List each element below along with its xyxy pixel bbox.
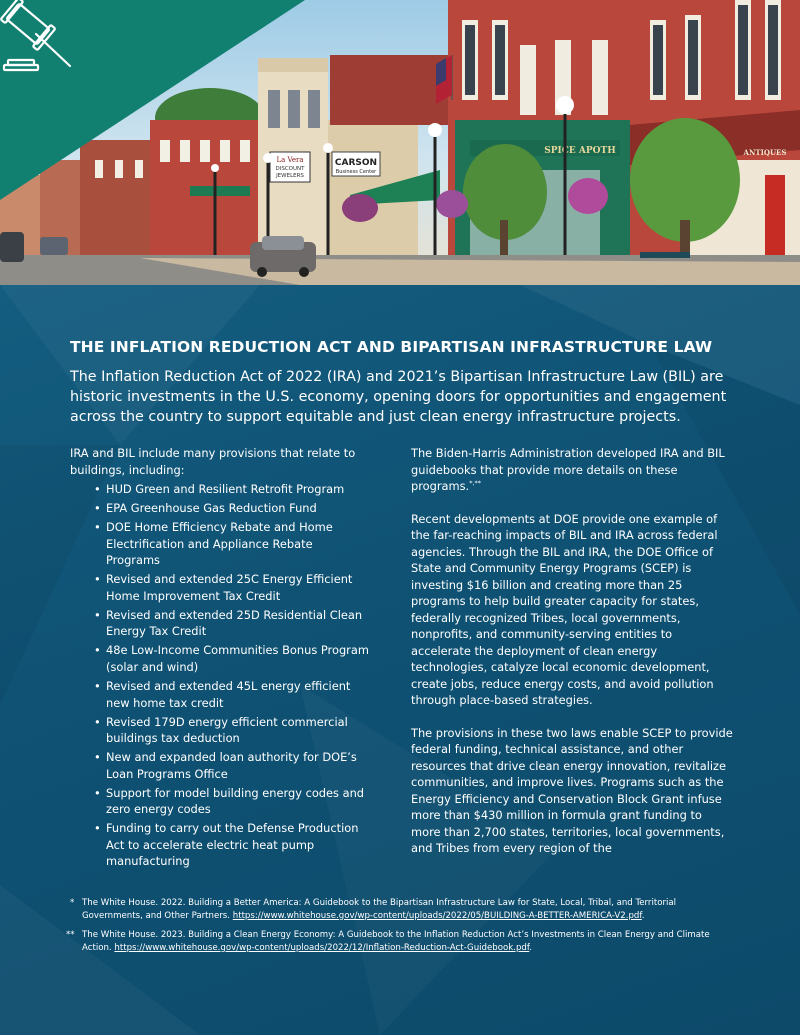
antiques-sign: ANTIQUES <box>743 148 787 157</box>
footnote-text: The White House. 2023. Building a Clean Energy Economy: A Guidebook to the Inflation Reduction Act’s Investments in Clean Energy and Climate Action. <box>82 930 710 953</box>
hero-photo <box>0 0 800 285</box>
list-item: • Support for model building energy codes and zero energy codes <box>94 785 370 818</box>
footnote <box>66 929 738 954</box>
scep-paragraph: The provisions in these two laws enable SCEP to provide federal funding, technical assistance, and other resources that drive clean energy innovation, revitalize communities, and improve lives. Programs such as the Energy Efficiency and Conservation Block Grant infuse more than $430 million in formula grant funding to more than 2,700 states, territories, local governments, and Tribes from every region of the <box>411 725 733 855</box>
jewelers-sign-line2: DISCOUNT <box>275 166 305 172</box>
guidebooks-text: The Biden-Harris Administration developed IRA and BIL guidebooks that provide more details on these programs. <box>411 446 725 493</box>
provisions-list <box>70 481 370 870</box>
footnote-mark: * <box>70 898 75 908</box>
footnote-end: . <box>529 942 532 953</box>
left-column <box>70 445 370 873</box>
list-item: • Revised and extended 45L energy efficient new home tax credit <box>94 678 370 711</box>
doe-paragraph: Recent developments at DOE provide one example of the far-reaching impacts of BIL and IRA across federal agencies. Through the BIL and IRA, the DOE Office of State and Community Energy Programs (SCEP) is investing $16 billion and creating more than 25 programs to help build greater capacity for states, federally recognized Tribes, local governments, nonprofits, and community-serving entities to accelerate the deployment of clean energy technologies, catalyze local economic development, create jobs, reduce energy costs, and avoid pollution through place-based strategies. <box>411 511 718 707</box>
section-heading: THE INFLATION REDUCTION ACT AND BIPARTISAN INFRASTRUCTURE LAW <box>70 338 713 356</box>
jewelers-sign-line1: La Vera <box>276 156 304 164</box>
list-item: • Revised and extended 25D Residential Clean Energy Tax Credit <box>94 607 370 640</box>
list-item: • Revised and extended 25C Energy Efficient Home Improvement Tax Credit <box>94 571 370 604</box>
list-item: • HUD Green and Resilient Retrofit Program <box>94 481 370 498</box>
footnote-reference: *,** <box>469 479 482 488</box>
footnote <box>70 897 738 922</box>
content-panel <box>0 285 800 1035</box>
footnote-mark: ** <box>66 930 75 940</box>
carson-sign-line2: Business Center <box>335 169 377 175</box>
carson-sign-line1: CARSON <box>334 158 378 168</box>
jewelers-sign-line3: JEWELERS <box>276 173 304 179</box>
footnotes <box>66 897 738 961</box>
provisions-lead: IRA and BIL include many provisions that relate to buildings, including: <box>70 446 356 477</box>
list-item: • 48e Low-Income Communities Bonus Program (solar and wind) <box>94 642 370 675</box>
guidebooks-paragraph <box>411 445 733 495</box>
apothecary-sign: SPICE APOTH <box>544 146 616 156</box>
right-column <box>411 445 733 873</box>
footnote-link[interactable]: https://www.whitehouse.gov/wp-content/uploads/2022/05/BUILDING-A-BETTER-AMERICA-V2.pdf <box>232 910 642 921</box>
intro-paragraph: The Inflation Reduction Act of 2022 (IRA) and 2021’s Bipartisan Infrastructure Law (BIL) are historic investments in the U.S. economy, opening doors for opportunities and engagement across the country to support equitable and just clean energy infrastructure projects. <box>70 369 727 425</box>
list-item: • Revised 179D energy efficient commercial buildings tax deduction <box>94 714 370 747</box>
list-item: • New and expanded loan authority for DOE’s Loan Programs Office <box>94 749 370 782</box>
footnote-end: . <box>641 910 645 921</box>
footnote-link[interactable]: https://www.whitehouse.gov/wp-content/uploads/2022/12/Inflation-Reduction-Act-Guidebook.pdf <box>114 942 530 953</box>
list-item: • EPA Greenhouse Gas Reduction Fund <box>94 500 370 517</box>
footnote-text: The White House. 2022. Building a Better America: A Guidebook to the Bipartisan Infrastructure Law for State, Local, Tribal, and Territorial Governments, and Other Partners. <box>82 898 677 921</box>
list-item: • Funding to carry out the Defense Production Act to accelerate electric heat pump manufacturing <box>94 820 370 870</box>
list-item: • DOE Home Efficiency Rebate and Home Electrification and Appliance Rebate Programs <box>94 519 370 569</box>
gavel-icon <box>0 0 80 72</box>
